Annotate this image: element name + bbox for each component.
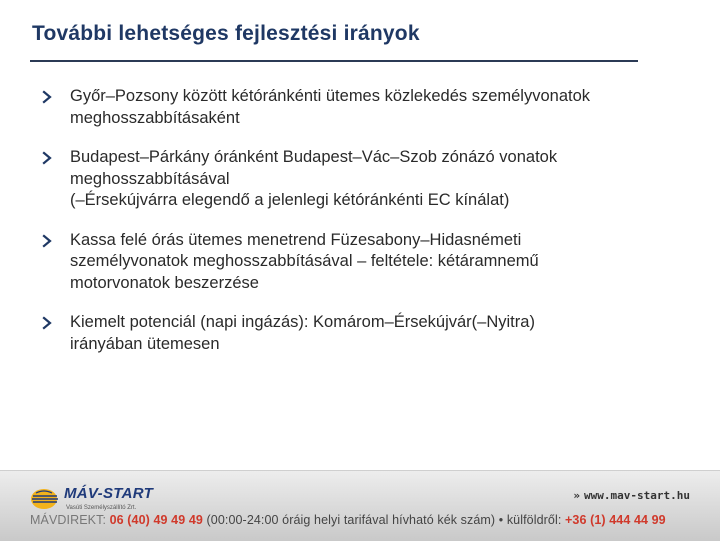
bullet-line: meghosszabbításaként [70, 108, 240, 127]
chevron-right-icon [40, 89, 54, 105]
direct-text: (00:00-24:00 óráig helyi tarifával hívható kék szám) • külföldről: [206, 513, 562, 527]
direct-label: MÁVDIREKT: [30, 513, 107, 527]
arrow-icon: » [573, 489, 581, 502]
bullet-item [40, 312, 710, 355]
contact-line [30, 513, 666, 527]
slide-title: További lehetséges fejlesztési irányok [32, 22, 420, 45]
bullet-text [70, 147, 710, 212]
website-url: www.mav-start.hu [584, 489, 690, 502]
bullet-line: Budapest–Párkány óránként Budapest–Vác–Szob zónázó vonatok [70, 148, 558, 166]
bullet-line: meghosszabbításával [70, 169, 230, 188]
bullet-line: irányában ütemesen [70, 334, 220, 353]
intl-number: +36 (1) 444 44 99 [565, 513, 666, 527]
bullet-text [70, 230, 710, 295]
direct-number: 06 (40) 49 49 49 [109, 513, 203, 527]
footer-bar [0, 470, 720, 541]
bullet-item [40, 86, 710, 129]
train-logo-icon [30, 487, 60, 511]
bullet-item [40, 147, 710, 212]
bullet-text [70, 86, 710, 129]
mav-start-logo [30, 483, 170, 517]
bullet-line: Győr–Pozsony között kétóránkénti ütemes közlekedés személyvonatok [70, 87, 591, 105]
chevron-right-icon [40, 150, 54, 166]
logo-subtitle: Vasúti Személyszállító Zrt. [66, 505, 137, 511]
title-divider [30, 60, 638, 62]
bullet-list [40, 86, 710, 373]
logo-text: MÁV-START [64, 485, 154, 502]
bullet-line: (–Érsekújvárra elegendő a jelenlegi kétóránkénti EC kínálat) [70, 191, 510, 209]
website-link[interactable] [573, 489, 690, 502]
bullet-line: Kassa felé órás ütemes menetrend Füzesabony–Hidasnémeti [70, 230, 522, 249]
bullet-line: személyvonatok meghosszabbításával – feltétele: kétáramnemű [70, 252, 539, 270]
bullet-text [70, 312, 710, 355]
bullet-line: Kiemelt potenciál (napi ingázás): Komárom–Érsekújvár(–Nyitra) [70, 313, 535, 331]
chevron-right-icon [40, 315, 54, 331]
bullet-item [40, 230, 710, 295]
chevron-right-icon [40, 233, 54, 249]
bullet-line: motorvonatok beszerzése [70, 273, 259, 292]
